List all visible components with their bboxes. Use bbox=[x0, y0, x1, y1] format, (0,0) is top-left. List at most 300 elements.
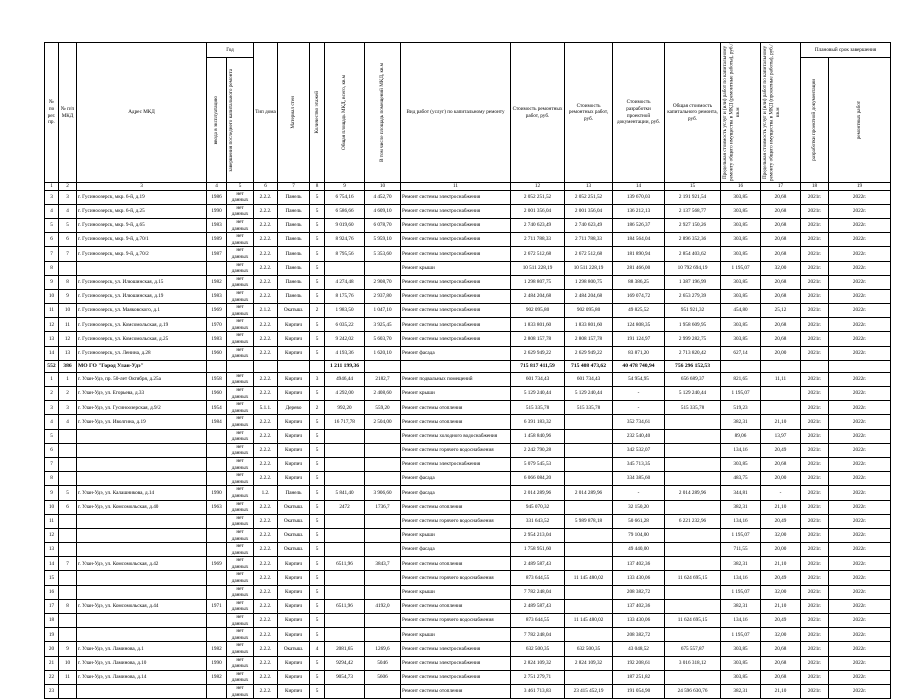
table-cell: 2022г. bbox=[829, 289, 891, 303]
table-cell: 5046 bbox=[365, 656, 401, 670]
table-cell: 8 924,76 bbox=[325, 233, 365, 247]
table-cell: 2022г. bbox=[829, 557, 891, 571]
table-cell bbox=[59, 457, 77, 471]
column-number: 10 bbox=[365, 183, 401, 191]
table-row bbox=[45, 372, 891, 386]
table-cell: 2022г. bbox=[829, 332, 891, 346]
table-row bbox=[45, 543, 891, 557]
table-cell: 12 bbox=[45, 318, 59, 332]
table-row bbox=[45, 486, 891, 500]
table-cell: Панель bbox=[278, 233, 310, 247]
table-cell: 20,00 bbox=[761, 543, 801, 557]
table-cell: 1969 bbox=[207, 304, 227, 318]
table-cell: 902 095,80 bbox=[511, 304, 565, 318]
table-cell bbox=[207, 543, 227, 557]
table-cell: 2021г. bbox=[801, 289, 829, 303]
table-cell bbox=[665, 472, 721, 486]
table-cell: 2021г. bbox=[801, 304, 829, 318]
table-cell: 20,00 bbox=[761, 472, 801, 486]
table-cell: 2.2.2. bbox=[254, 190, 278, 204]
table-cell: 5 bbox=[310, 500, 325, 514]
table-cell: 6 bbox=[45, 443, 59, 457]
table-cell: Ремонт системы горячего водоснабжения bbox=[401, 571, 511, 585]
table-cell: 15 bbox=[45, 571, 59, 585]
table-cell: г. Гусиноозерск, мкр. 9-й, д.70/2 bbox=[77, 247, 207, 261]
table-cell: 13 bbox=[59, 346, 77, 360]
table-row bbox=[45, 500, 891, 514]
table-row bbox=[45, 514, 891, 528]
table-cell: 2022г. bbox=[829, 247, 891, 261]
table-cell: 2021г. bbox=[801, 346, 829, 360]
table-cell: 2022г. bbox=[829, 628, 891, 642]
table-cell: 303,85 bbox=[721, 204, 761, 218]
column-number: 1 bbox=[45, 183, 59, 191]
table-cell: 2.2.2. bbox=[254, 614, 278, 628]
table-cell: 2 014 289,96 bbox=[565, 486, 613, 500]
table-cell: 7 bbox=[45, 247, 59, 261]
table-cell bbox=[77, 571, 207, 585]
table-cell: 1 387 196,99 bbox=[665, 275, 721, 289]
table-cell: 20,00 bbox=[761, 346, 801, 360]
table-cell: 1982 bbox=[207, 642, 227, 656]
table-cell: 2 824 109,32 bbox=[565, 656, 613, 670]
table-cell: 7 782 248,04 bbox=[511, 628, 565, 642]
table-cell: Ремонт фасада bbox=[401, 472, 511, 486]
table-cell bbox=[207, 514, 227, 528]
table-cell bbox=[207, 528, 227, 542]
column-number: 14 bbox=[613, 183, 665, 191]
header-floors: Количество этажей bbox=[310, 43, 325, 183]
table-cell: 5 bbox=[310, 346, 325, 360]
table-cell: 5 bbox=[310, 415, 325, 429]
table-cell bbox=[77, 528, 207, 542]
table-cell: 5 989 878,18 bbox=[565, 514, 613, 528]
table-cell: 21,10 bbox=[761, 415, 801, 429]
table-cell: 2021г. bbox=[801, 599, 829, 613]
table-cell: 2 242 790,28 bbox=[511, 443, 565, 457]
table-cell: 6 078,70 bbox=[365, 218, 401, 232]
table-cell: 1 195,07 bbox=[721, 387, 761, 401]
table-cell: нет данных bbox=[227, 261, 254, 275]
table-cell: 2 014 289,96 bbox=[511, 486, 565, 500]
table-cell: 11 bbox=[45, 304, 59, 318]
table-cell: 184 564,04 bbox=[613, 233, 665, 247]
table-cell bbox=[365, 514, 401, 528]
table-cell: 2021г. bbox=[801, 472, 829, 486]
table-cell bbox=[665, 599, 721, 613]
table-cell bbox=[665, 429, 721, 443]
table-cell: 2.2.2. bbox=[254, 684, 278, 698]
table-cell: 2022г. bbox=[829, 346, 891, 360]
table-cell: 2.2.2. bbox=[254, 528, 278, 542]
table-cell: 20,68 bbox=[761, 275, 801, 289]
table-cell: 11 145 480,02 bbox=[565, 614, 613, 628]
table-cell: Окатыш. bbox=[278, 528, 310, 542]
capital-repair-table bbox=[44, 42, 891, 699]
subtotal-cell bbox=[278, 360, 310, 372]
table-cell: г. Гусиноозерск, мкр. 9-й, д.65 bbox=[77, 218, 207, 232]
table-cell: 2021г. bbox=[801, 443, 829, 457]
table-cell: 2021г. bbox=[801, 670, 829, 684]
column-numbers-row bbox=[45, 183, 891, 191]
table-cell: 20,68 bbox=[761, 656, 801, 670]
table-cell: 2022г. bbox=[829, 218, 891, 232]
table-cell: 1986 bbox=[207, 190, 227, 204]
table-cell: 83 871,20 bbox=[613, 346, 665, 360]
table-cell: 139 670,03 bbox=[613, 190, 665, 204]
table-cell: 25,12 bbox=[761, 304, 801, 318]
table-cell: 5 bbox=[310, 528, 325, 542]
table-cell: 20,68 bbox=[761, 332, 801, 346]
table-cell: 2021г. bbox=[801, 514, 829, 528]
table-cell: - bbox=[613, 486, 665, 500]
table-cell: 2021г. bbox=[801, 247, 829, 261]
table-cell: 11 145 480,02 bbox=[565, 571, 613, 585]
table-cell: 1969 bbox=[207, 557, 227, 571]
table-cell: 133 430,06 bbox=[613, 614, 665, 628]
table-cell: 2021г. bbox=[801, 318, 829, 332]
table-cell: 191 124,97 bbox=[613, 332, 665, 346]
table-cell: 2.2.2. bbox=[254, 429, 278, 443]
table-cell: Кирпич bbox=[278, 346, 310, 360]
table-cell: 4 193,36 bbox=[325, 346, 365, 360]
table-cell: нет данных bbox=[227, 304, 254, 318]
table-cell: 2021г. bbox=[801, 543, 829, 557]
header-last-repair-year: завершения последнего капитального ремонта bbox=[227, 58, 254, 183]
table-cell: 5 bbox=[310, 218, 325, 232]
table-cell: 21 bbox=[45, 656, 59, 670]
table-cell: Кирпич bbox=[278, 457, 310, 471]
table-cell: 4 292,00 bbox=[325, 387, 365, 401]
table-cell: 2022г. bbox=[829, 429, 891, 443]
table-cell: 2 484 204,68 bbox=[565, 289, 613, 303]
table-cell: 2 052 251,52 bbox=[565, 190, 613, 204]
table-cell bbox=[325, 684, 365, 698]
table-cell: Ремонт фасада bbox=[401, 486, 511, 500]
table-cell bbox=[77, 261, 207, 275]
table-cell: 6511,96 bbox=[325, 599, 365, 613]
table-row bbox=[45, 599, 891, 613]
table-cell: Панель bbox=[278, 275, 310, 289]
table-cell: нет данных bbox=[227, 429, 254, 443]
table-cell: г. Улан-Удэ, ул. Иволгина, д.19 bbox=[77, 415, 207, 429]
subtotal-cell bbox=[365, 360, 401, 372]
table-cell: 2.2.2. bbox=[254, 332, 278, 346]
table-cell: 10 bbox=[59, 656, 77, 670]
table-cell: 20,49 bbox=[761, 443, 801, 457]
table-cell: 2 bbox=[310, 304, 325, 318]
table-cell: 1 195,07 bbox=[721, 628, 761, 642]
table-cell: г. Гусиноозерск, мкр. 6-й, д.25 bbox=[77, 204, 207, 218]
table-cell: 2021г. bbox=[801, 261, 829, 275]
table-cell: г. Улан-Удэ, ул. Комсомольская, д.42 bbox=[77, 557, 207, 571]
table-cell: 2.2.2. bbox=[254, 275, 278, 289]
table-cell: 7 bbox=[45, 457, 59, 471]
table-cell: Ремонт фасада bbox=[401, 346, 511, 360]
table-cell: 2 711 788,33 bbox=[511, 233, 565, 247]
header-repair-cost-b: Стоимость ремонтных работ, руб. bbox=[565, 43, 613, 183]
table-cell: 1 195,07 bbox=[721, 585, 761, 599]
table-cell: 1 833 801,60 bbox=[511, 318, 565, 332]
table-row bbox=[45, 457, 891, 471]
table-cell: г. Гусиноозерск, ул. Комсомольская, д.25 bbox=[77, 332, 207, 346]
table-row bbox=[45, 289, 891, 303]
column-number: 3 bbox=[77, 183, 207, 191]
header-repair-cost-a: Стоимость ремонтных работ, руб. bbox=[511, 43, 565, 183]
table-cell: 2022г. bbox=[829, 443, 891, 457]
table-cell: 1 298 800,75 bbox=[565, 275, 613, 289]
table-cell bbox=[207, 571, 227, 585]
table-cell: нет данных bbox=[227, 486, 254, 500]
table-cell: Ремонт фасада bbox=[401, 543, 511, 557]
table-cell: 187 251,82 bbox=[613, 670, 665, 684]
table-cell: 4 bbox=[310, 642, 325, 656]
table-cell: Ремонт системы электроснабжения bbox=[401, 304, 511, 318]
table-cell: 2022г. bbox=[829, 571, 891, 585]
table-cell: 2021г. bbox=[801, 684, 829, 698]
table-cell: 79 104,00 bbox=[613, 528, 665, 542]
table-cell: 2022г. bbox=[829, 670, 891, 684]
table-cell: нет данных bbox=[227, 614, 254, 628]
column-number: 4 bbox=[207, 183, 227, 191]
table-cell: 10 792 694,19 bbox=[665, 261, 721, 275]
table-cell: 1990 bbox=[207, 204, 227, 218]
table-cell bbox=[665, 670, 721, 684]
table-cell: Ремонт системы электроснабжения bbox=[401, 318, 511, 332]
table-row bbox=[45, 472, 891, 486]
table-cell: 21,10 bbox=[761, 557, 801, 571]
table-cell: 5 bbox=[310, 585, 325, 599]
table-cell: нет данных bbox=[227, 571, 254, 585]
table-cell bbox=[325, 543, 365, 557]
table-cell: 3 016 318,12 bbox=[665, 656, 721, 670]
table-cell: 2 711 788,33 bbox=[565, 233, 613, 247]
table-cell: 2022г. bbox=[829, 614, 891, 628]
table-cell: 303,85 bbox=[721, 218, 761, 232]
table-cell: 334 385,60 bbox=[613, 472, 665, 486]
table-cell bbox=[207, 429, 227, 443]
table-cell: 352 734,61 bbox=[613, 415, 665, 429]
table-cell: 483,75 bbox=[721, 472, 761, 486]
table-cell: 13,97 bbox=[761, 429, 801, 443]
table-cell: 303,85 bbox=[721, 332, 761, 346]
table-cell: нет данных bbox=[227, 190, 254, 204]
table-cell: 9 bbox=[45, 486, 59, 500]
table-cell: 382,31 bbox=[721, 557, 761, 571]
table-cell: 303,85 bbox=[721, 318, 761, 332]
table-cell: 32,00 bbox=[761, 628, 801, 642]
table-cell: 5 bbox=[310, 332, 325, 346]
subtotal-cell bbox=[801, 360, 829, 372]
table-row bbox=[45, 218, 891, 232]
table-cell: 5 129 240,44 bbox=[565, 387, 613, 401]
table-cell: 11 624 695,15 bbox=[665, 614, 721, 628]
table-cell: 5 bbox=[310, 261, 325, 275]
table-cell: нет данных bbox=[227, 332, 254, 346]
table-cell bbox=[365, 429, 401, 443]
table-cell: 2021г. bbox=[801, 585, 829, 599]
table-cell: 20,68 bbox=[761, 218, 801, 232]
table-cell: 14 bbox=[45, 557, 59, 571]
table-cell: 632 500,35 bbox=[511, 642, 565, 656]
subtotal-cell: 756 296 152,53 bbox=[665, 360, 721, 372]
table-cell bbox=[665, 585, 721, 599]
table-cell bbox=[665, 443, 721, 457]
table-cell: 192 208,61 bbox=[613, 656, 665, 670]
table-cell: 2022г. bbox=[829, 543, 891, 557]
header-wall-material: Материал стен bbox=[278, 43, 310, 183]
table-cell: 821,65 bbox=[721, 372, 761, 386]
table-row bbox=[45, 528, 891, 542]
table-cell: 23 bbox=[45, 684, 59, 698]
header-reg-number: № по рег. пр. bbox=[45, 43, 59, 183]
table-cell: 9 bbox=[45, 275, 59, 289]
table-cell: 21,10 bbox=[761, 500, 801, 514]
table-cell bbox=[761, 401, 801, 415]
table-cell: 3 bbox=[59, 190, 77, 204]
table-cell: Панель bbox=[278, 261, 310, 275]
table-cell: Панель bbox=[278, 190, 310, 204]
table-cell: 1 298 807,75 bbox=[511, 275, 565, 289]
table-cell: 2 713 820,42 bbox=[665, 346, 721, 360]
table-cell: 2021г. bbox=[801, 387, 829, 401]
table-cell bbox=[565, 670, 613, 684]
table-cell: 2022г. bbox=[829, 275, 891, 289]
table-cell: Кирпич bbox=[278, 571, 310, 585]
table-cell bbox=[565, 443, 613, 457]
table-cell: 2 bbox=[59, 387, 77, 401]
table-cell bbox=[665, 457, 721, 471]
table-cell: 11 bbox=[59, 318, 77, 332]
table-cell: 8 bbox=[45, 261, 59, 275]
table-cell: 2021г. bbox=[801, 429, 829, 443]
table-cell: 6 391 183,32 bbox=[511, 415, 565, 429]
table-cell: 5 603,70 bbox=[365, 332, 401, 346]
table-cell: 7 bbox=[59, 247, 77, 261]
header-mkd-number: № п/п МКД bbox=[59, 43, 77, 183]
table-cell bbox=[77, 514, 207, 528]
table-cell: Кирпич bbox=[278, 332, 310, 346]
table-cell bbox=[59, 443, 77, 457]
table-cell: 4 bbox=[59, 415, 77, 429]
table-cell: 2 808 157,78 bbox=[511, 332, 565, 346]
table-cell: 2021г. bbox=[801, 190, 829, 204]
table-cell: 5 bbox=[45, 429, 59, 443]
table-cell: Ремонт системы электроснабжения bbox=[401, 275, 511, 289]
table-cell: 21,10 bbox=[761, 599, 801, 613]
table-cell: 20,68 bbox=[761, 247, 801, 261]
table-cell bbox=[207, 684, 227, 698]
table-cell: 2 937,80 bbox=[365, 289, 401, 303]
table-cell: 1982 bbox=[207, 275, 227, 289]
table-cell bbox=[59, 429, 77, 443]
table-cell: 2022г. bbox=[829, 684, 891, 698]
table-cell bbox=[59, 684, 77, 698]
table-cell: 19 bbox=[45, 628, 59, 642]
table-row bbox=[45, 642, 891, 656]
table-cell: 2021г. bbox=[801, 528, 829, 542]
table-cell bbox=[665, 500, 721, 514]
table-cell: 5 bbox=[310, 429, 325, 443]
header-limit-repair: Предельная стоимость услуг и (или) работ по капитальному ремонту общего имущества в МКД (ремонтные работы), руб./кв.м bbox=[721, 43, 761, 183]
table-cell: 6 bbox=[45, 233, 59, 247]
table-cell: Кирпич bbox=[278, 443, 310, 457]
table-cell bbox=[325, 614, 365, 628]
table-cell: 1954 bbox=[207, 401, 227, 415]
table-cell: 2 824 109,32 bbox=[511, 656, 565, 670]
table-cell: 2 740 623,49 bbox=[511, 218, 565, 232]
table-cell: 17 bbox=[45, 599, 59, 613]
table-row bbox=[45, 261, 891, 275]
table-cell: 181 890,94 bbox=[613, 247, 665, 261]
table-cell: 134,16 bbox=[721, 514, 761, 528]
table-cell: Ремонт системы отопления bbox=[401, 500, 511, 514]
table-cell: Окатыш. bbox=[278, 514, 310, 528]
table-cell: 5 bbox=[45, 218, 59, 232]
table-cell: Ремонт крыши bbox=[401, 261, 511, 275]
column-number: 15 bbox=[665, 183, 721, 191]
table-cell bbox=[325, 571, 365, 585]
table-cell: 1 833 801,60 bbox=[565, 318, 613, 332]
table-row bbox=[45, 204, 891, 218]
table-cell: 945 070,32 bbox=[511, 500, 565, 514]
header-limit-design: Предельная стоимость услуг и (или) работ по капитальному ремонту общего имущества в МКД (проектные работы), руб./кв.м bbox=[761, 43, 801, 183]
table-cell: 2.2.2. bbox=[254, 599, 278, 613]
table-cell: 303,85 bbox=[721, 670, 761, 684]
subtotal-cell bbox=[401, 360, 511, 372]
table-cell: 6 bbox=[59, 233, 77, 247]
table-cell: 2.2.2. bbox=[254, 415, 278, 429]
table-cell: 2.2.2. bbox=[254, 557, 278, 571]
table-cell bbox=[365, 614, 401, 628]
table-row bbox=[45, 656, 891, 670]
table-cell bbox=[665, 543, 721, 557]
table-cell: 2021г. bbox=[801, 557, 829, 571]
header-plan-group: Плановый срок завершения bbox=[801, 43, 891, 58]
table-cell: 6 035,22 bbox=[325, 318, 365, 332]
table-cell: 4 452,70 bbox=[365, 190, 401, 204]
table-cell: г. Улан-Удэ, ул. Комсомольская, д.44 bbox=[77, 599, 207, 613]
table-cell: 6 586,66 bbox=[325, 204, 365, 218]
table-cell: Кирпич bbox=[278, 628, 310, 642]
table-cell bbox=[565, 528, 613, 542]
table-cell: Дерево bbox=[278, 401, 310, 415]
table-cell: нет данных bbox=[227, 346, 254, 360]
table-cell: 281 466,00 bbox=[613, 261, 665, 275]
table-cell: 632 500,35 bbox=[565, 642, 613, 656]
table-cell: 208 382,72 bbox=[613, 585, 665, 599]
table-cell: 11 bbox=[45, 514, 59, 528]
table-cell: 20,68 bbox=[761, 642, 801, 656]
table-row bbox=[45, 332, 891, 346]
table-cell bbox=[325, 585, 365, 599]
table-cell: 9 bbox=[59, 642, 77, 656]
table-cell: 7 bbox=[59, 557, 77, 571]
table-cell: г. Гусиноозерск, ул. Комсомольская, д.19 bbox=[77, 318, 207, 332]
table-cell: 20,68 bbox=[761, 318, 801, 332]
table-cell: 2022г. bbox=[829, 457, 891, 471]
table-cell: 3 bbox=[310, 372, 325, 386]
table-cell: нет данных bbox=[227, 557, 254, 571]
table-cell: 22 bbox=[45, 670, 59, 684]
table-cell: 331 643,52 bbox=[511, 514, 565, 528]
table-cell: 4 bbox=[59, 204, 77, 218]
table-cell: 2022г. bbox=[829, 233, 891, 247]
table-cell: нет данных bbox=[227, 275, 254, 289]
table-cell bbox=[565, 500, 613, 514]
table-cell: 1 047,10 bbox=[365, 304, 401, 318]
table-cell: 2472 bbox=[325, 500, 365, 514]
